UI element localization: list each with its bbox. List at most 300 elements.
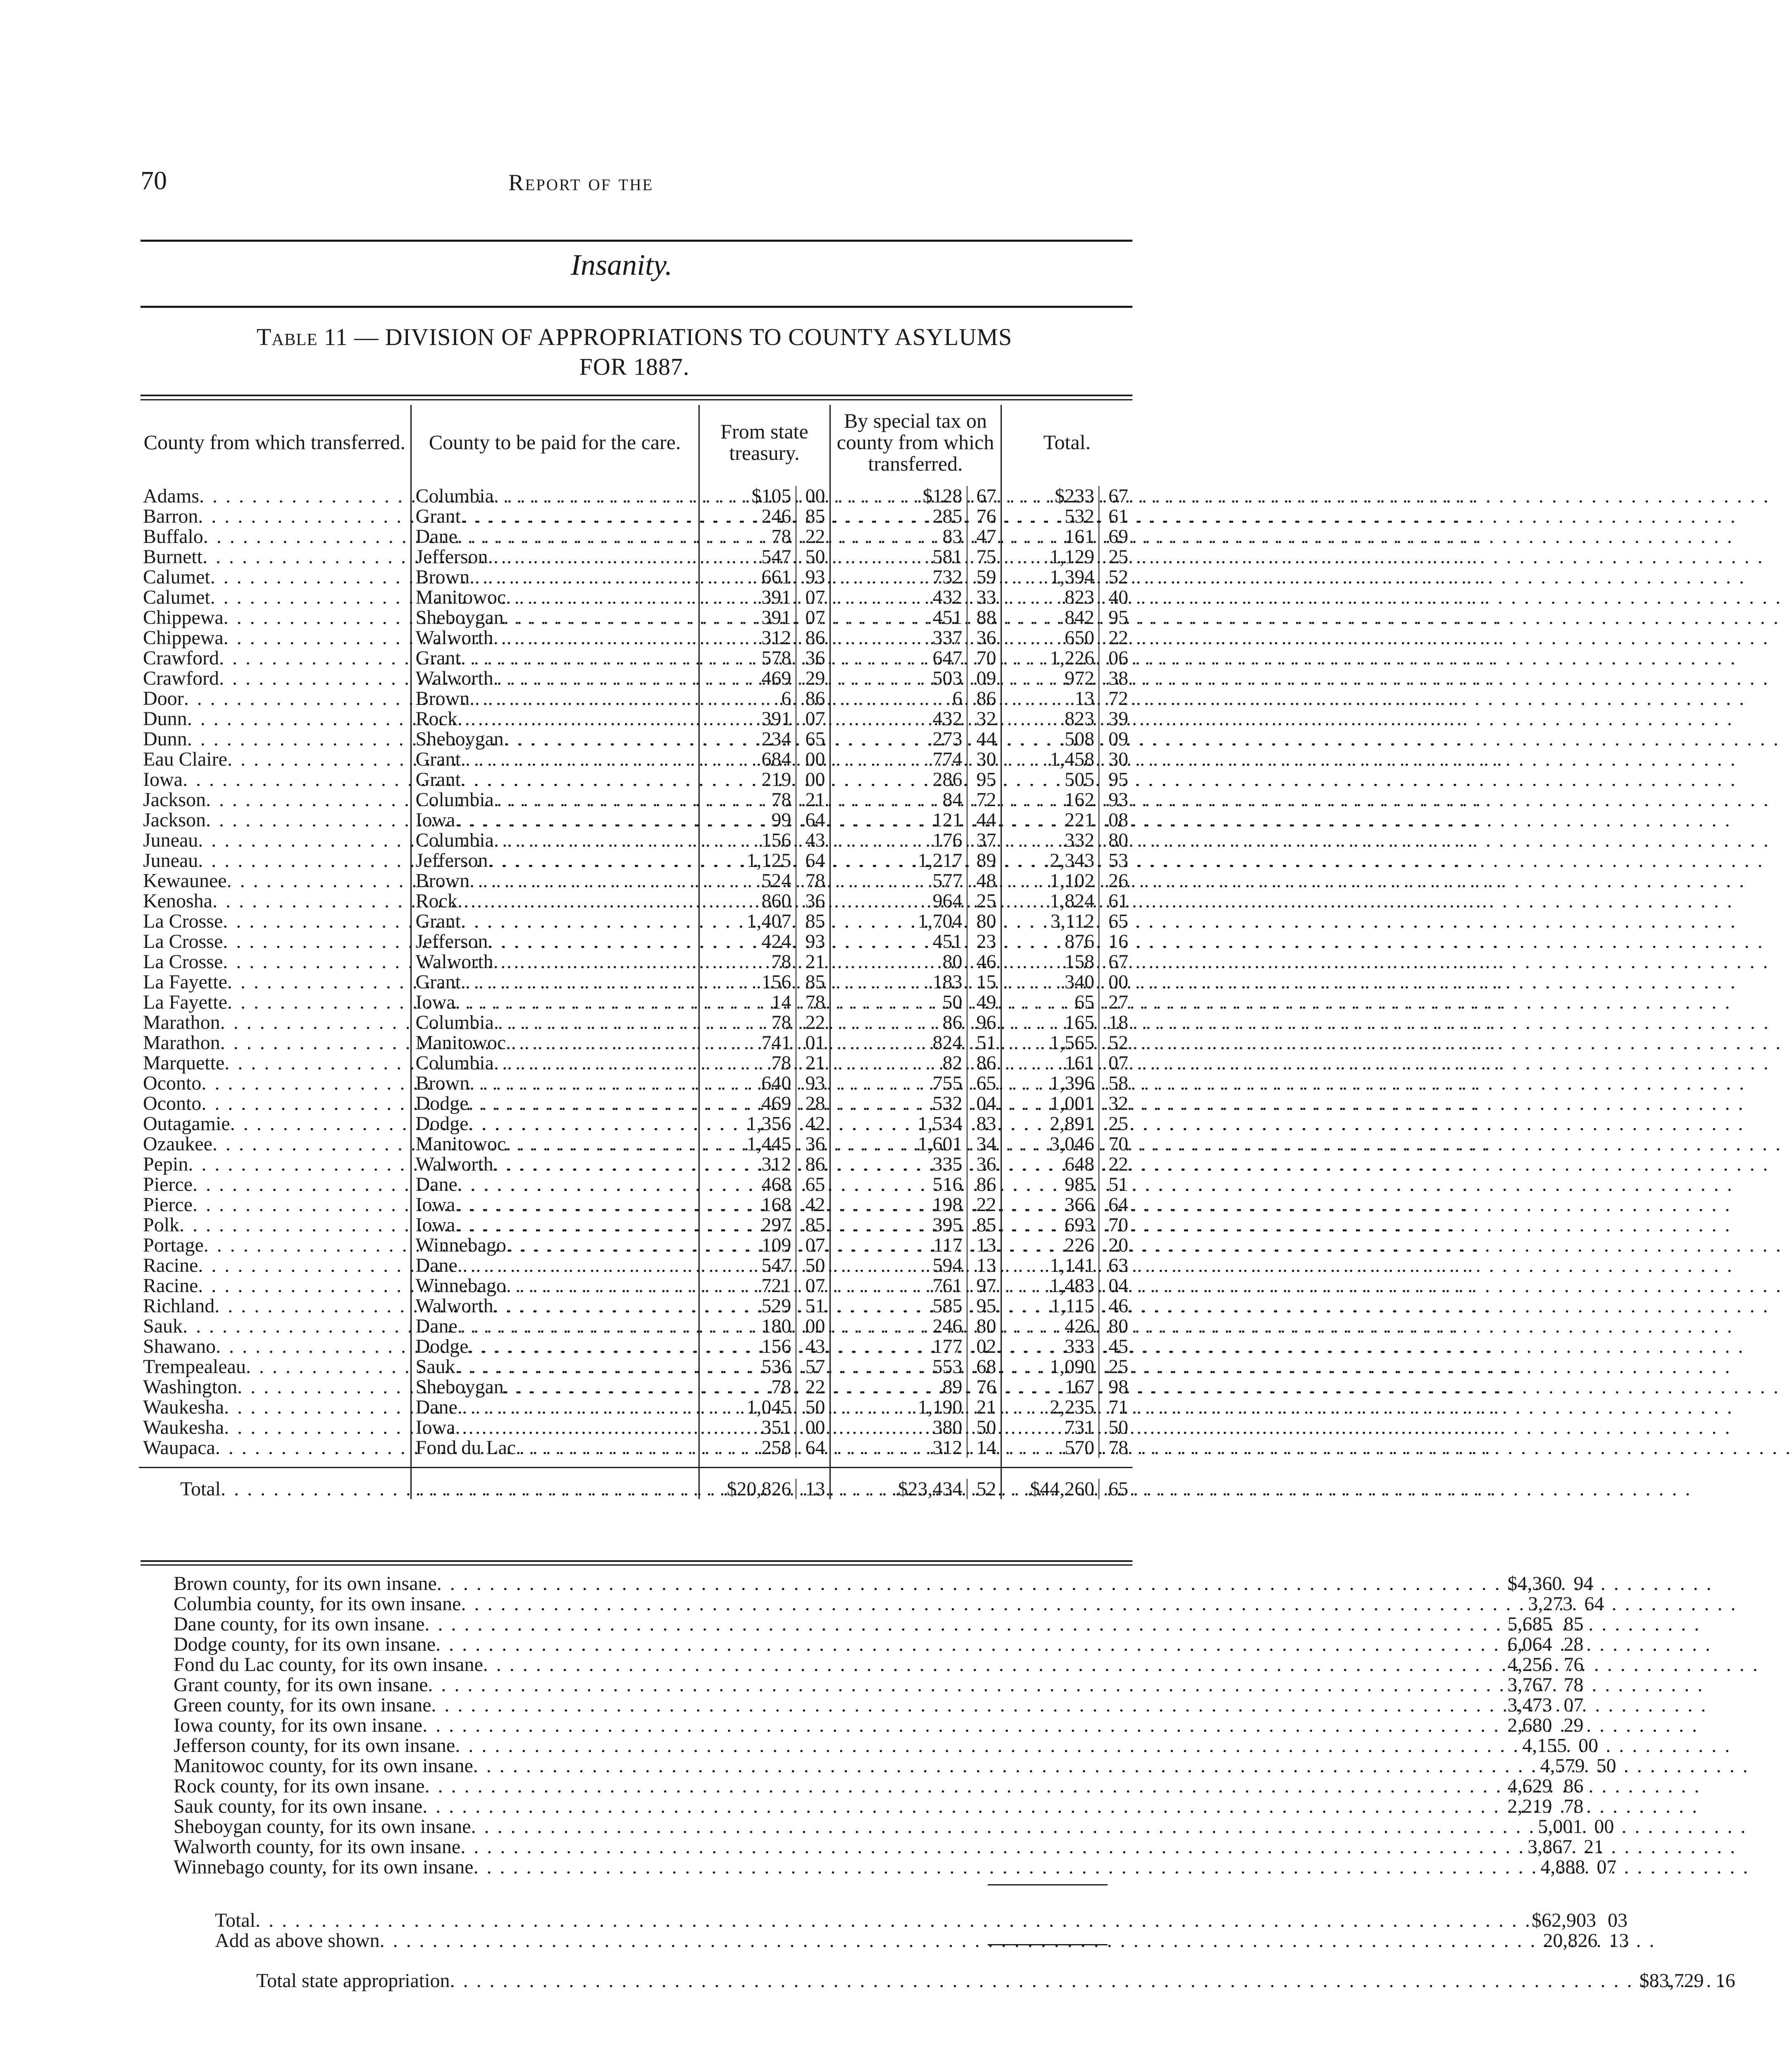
to-county-leader (416, 810, 694, 830)
table-row (139, 1235, 1132, 1255)
state-amount-dollars: 721 (761, 1275, 791, 1297)
special-amount-dollars: 1,534 (917, 1113, 963, 1135)
special-amount-dollars: 432 (932, 586, 963, 608)
table-row (139, 931, 1132, 952)
state-amount-cents: 29 (796, 668, 825, 688)
state-amount-cents: 42 (796, 1114, 825, 1134)
state-amount-dollars: 78 (771, 951, 791, 973)
state-amount-dollars: 351 (761, 1416, 791, 1438)
from-county-leader (143, 1033, 406, 1053)
to-county-cell (411, 1073, 699, 1093)
from-county-cell (139, 709, 411, 729)
to-county: Winnebago (415, 1275, 506, 1297)
special-amount-dollars: 176 (932, 829, 963, 851)
from-county-leader (143, 1134, 406, 1154)
summary-row (174, 1755, 1616, 1777)
from-county-leader (143, 1296, 406, 1316)
summary-amount (1508, 1654, 1584, 1675)
summary-row (174, 1856, 1617, 1878)
table-row (139, 668, 1132, 688)
from-county: Chippewa (143, 607, 224, 628)
to-county-leader (416, 1033, 694, 1053)
total-amount-dollars: 426 (1065, 1315, 1094, 1337)
to-county: Walworth (415, 627, 493, 649)
state-amount-dollars: 424 (761, 931, 791, 952)
state-amount-dollars: 1,407 (746, 910, 791, 932)
table-row (139, 628, 1132, 648)
to-county-leader (416, 830, 694, 850)
to-county-cell (411, 547, 699, 567)
summary-items (174, 1573, 1617, 1878)
summary-leader (174, 1756, 1540, 1776)
summary-cents: 07 (1563, 1694, 1584, 1716)
total-amount-dollars: 1,102 (1050, 870, 1094, 892)
total-amount-dollars: 162 (1065, 789, 1094, 811)
from-county-leader (143, 749, 406, 769)
table-row (139, 769, 1132, 790)
from-county: Polk (143, 1214, 180, 1236)
to-county-cell (411, 709, 699, 729)
table-row (139, 1255, 1132, 1276)
from-county-cell (139, 628, 411, 648)
from-county-cell (139, 547, 411, 567)
from-county-cell (139, 668, 411, 688)
from-county-cell (139, 1336, 411, 1357)
special-amount-cents: 13 (967, 1235, 996, 1255)
from-county-leader (143, 1114, 406, 1134)
table-row (139, 1438, 1132, 1458)
to-county: Grant (415, 505, 461, 527)
to-county-cell (411, 668, 699, 688)
section-rule (141, 306, 1132, 308)
to-county-leader (416, 709, 694, 729)
from-county-leader (143, 1235, 406, 1255)
total-amount-dollars: 2,343 (1050, 850, 1094, 871)
total-amount-dollars: 1,396 (1050, 1072, 1094, 1094)
state-amount-dollars: 741 (761, 1032, 791, 1054)
to-county: Grant (415, 910, 461, 932)
special-amount-cents: 65 (967, 1073, 996, 1093)
summary-dollars: 2,219 (1507, 1795, 1552, 1817)
summary-grand-label: Total state appropriation (256, 1970, 450, 1992)
table-row (139, 1114, 1132, 1134)
table-title (136, 322, 1132, 382)
from-county-leader (143, 567, 406, 587)
total-amount-cents: 04 (1099, 1276, 1128, 1296)
table-row (139, 486, 1132, 506)
from-county: Kenosha (143, 890, 212, 912)
special-amount-cents: 80 (967, 911, 996, 931)
total-amount-dollars: 161 (1065, 1052, 1094, 1074)
special-amount-dollars: 273 (932, 728, 963, 750)
total-separator (139, 1458, 1132, 1468)
table-row (139, 1336, 1132, 1357)
table-row (139, 709, 1132, 729)
special-amount-dollars: 1,190 (917, 1396, 963, 1418)
special-amount-dollars: 50 (942, 991, 963, 1013)
state-amount-cents: 00 (796, 749, 825, 769)
from-county-leader (143, 1073, 406, 1093)
special-amount-cents: 95 (967, 1296, 996, 1316)
total-amount-cents: 26 (1099, 871, 1128, 891)
total-amount-cents: 46 (1099, 1296, 1128, 1316)
from-county-cell (139, 871, 411, 891)
summary-leader (174, 1816, 1538, 1837)
from-county: Trempealeau (143, 1356, 246, 1378)
section-title: Insanity. (571, 248, 672, 281)
state-amount-cents: 65 (796, 729, 825, 749)
total-amount-cents: 00 (1099, 972, 1128, 992)
from-county: Oconto (143, 1093, 202, 1114)
from-county-cell (139, 790, 411, 810)
summary-cents: 29 (1563, 1714, 1584, 1736)
total-amount-dollars: $233 (1055, 485, 1094, 507)
to-county-cell (411, 810, 699, 830)
state-amount-dollars: 78 (771, 526, 791, 547)
table-row (139, 871, 1132, 891)
from-county-leader (143, 972, 406, 992)
state-amount-dollars: 156 (761, 829, 791, 851)
from-county: Waukesha (143, 1416, 224, 1438)
special-amount-cents: 80 (967, 1316, 996, 1336)
from-county-cell (139, 1215, 411, 1235)
to-county-leader (416, 1417, 694, 1438)
to-county: Grant (415, 971, 461, 993)
from-county-leader (143, 1316, 406, 1336)
total-amount-dollars: 1,115 (1050, 1295, 1094, 1317)
to-county: Sheboygan (415, 607, 504, 628)
total-amount-dollars: 161 (1065, 526, 1094, 547)
table-row (139, 1397, 1132, 1417)
to-county: Columbia (415, 1012, 494, 1033)
special-amount-cents: 36 (967, 1154, 996, 1174)
summary-row (174, 1735, 1599, 1757)
to-county: Iowa (415, 1214, 455, 1236)
state-amount-cents: 42 (796, 1195, 825, 1215)
state-amount-cents: 00 (796, 486, 825, 506)
to-county: Jefferson (415, 546, 488, 568)
summary-amount (1528, 1594, 1604, 1614)
to-county: Walworth (415, 667, 493, 689)
special-amount-cents: 85 (967, 1215, 996, 1235)
to-county-leader (416, 850, 694, 871)
from-county-leader (143, 810, 406, 830)
summary-dollars: 5,685 (1507, 1613, 1552, 1635)
from-county-leader (143, 992, 406, 1012)
state-amount-dollars: 234 (761, 728, 791, 750)
to-county: Walworth (415, 1295, 493, 1317)
to-county: Brown (415, 566, 470, 588)
total-amount-cents: 65 (1099, 911, 1128, 931)
table-row (139, 1377, 1132, 1397)
table-row (139, 972, 1132, 992)
to-county: Brown (415, 870, 470, 892)
special-amount-dollars: 1,601 (917, 1133, 963, 1155)
total-amount-cents: 63 (1099, 1255, 1128, 1276)
summary-amount (1540, 1857, 1616, 1877)
total-amount-dollars: 823 (1065, 708, 1094, 730)
summary-cents: 50 (1596, 1755, 1616, 1777)
state-amount-dollars: 14 (771, 991, 791, 1013)
special-amount-cents: 23 (967, 931, 996, 952)
table-row (139, 688, 1132, 709)
to-county-cell (411, 607, 699, 628)
to-county: Brown (415, 1072, 470, 1094)
summary-amount (1508, 1573, 1594, 1594)
total-blank-cell (411, 1468, 699, 1500)
from-county: Crawford (143, 667, 219, 689)
summary-add-cents: 13 (1609, 1930, 1629, 1952)
table-row (139, 830, 1132, 850)
from-county-leader (143, 769, 406, 790)
total-amount-dollars: 648 (1065, 1153, 1094, 1175)
table-row (139, 648, 1132, 668)
summary-sum-line-2 (988, 1944, 1108, 1945)
from-county-cell (139, 1012, 411, 1033)
table-row (139, 790, 1132, 810)
special-amount-cents: 48 (967, 871, 996, 891)
to-county-cell (411, 688, 699, 709)
from-county-cell (139, 526, 411, 547)
to-county-leader (416, 486, 694, 506)
state-amount-cents: 86 (796, 688, 825, 709)
from-county-cell (139, 850, 411, 871)
table-row (139, 810, 1132, 830)
summary-leader (174, 1837, 1527, 1857)
summary-row (174, 1633, 1584, 1655)
to-county-leader (416, 1397, 694, 1417)
from-county-cell (139, 952, 411, 972)
summary-row (174, 1593, 1604, 1615)
summary-cents: 64 (1584, 1593, 1604, 1615)
total-amount-cents: 71 (1099, 1397, 1128, 1417)
total-state-dollars: $20,826 (727, 1478, 791, 1500)
summary-cents: 94 (1573, 1573, 1594, 1595)
to-county: Manitowoc (415, 586, 506, 608)
special-amount-cents: 76 (967, 1377, 996, 1397)
state-amount-cents: 01 (796, 1033, 825, 1053)
from-county-leader (143, 1397, 406, 1417)
to-county: Columbia (415, 829, 494, 851)
total-amount-cents: 40 (1099, 587, 1128, 607)
total-amount-cents: 52 (1099, 1033, 1128, 1053)
total-amount-dollars: 1,458 (1050, 748, 1094, 770)
total-amount-cents: 78 (1099, 1438, 1128, 1458)
separator-cell (699, 1458, 830, 1468)
from-county-leader (143, 1377, 406, 1397)
total-amount-cents: 67 (1099, 486, 1128, 506)
special-amount-cents: 30 (967, 749, 996, 769)
to-county: Iowa (415, 809, 455, 831)
summary-label: Jefferson county, for its own insane (174, 1735, 455, 1757)
summary-row (174, 1573, 1594, 1595)
table-row (139, 1316, 1132, 1336)
total-amount-cents: 80 (1099, 830, 1128, 850)
to-county-cell (411, 1316, 699, 1336)
state-amount-dollars: 1,445 (746, 1133, 791, 1155)
state-amount-cents: 21 (796, 790, 825, 810)
summary-label: Brown county, for its own insane (174, 1573, 437, 1595)
to-county-leader (416, 648, 694, 668)
from-county: Waupaca (143, 1437, 215, 1459)
to-county: Dane (415, 1173, 458, 1195)
summary-dollars: 4,579 (1540, 1755, 1585, 1777)
to-county-leader (416, 506, 694, 526)
summary-leader (174, 1735, 1522, 1756)
table-bottom-rule-2 (141, 1564, 1132, 1566)
state-amount-cents: 85 (796, 911, 825, 931)
from-county-cell (139, 1154, 411, 1174)
to-county-cell (411, 1053, 699, 1073)
to-county-cell (411, 830, 699, 850)
from-county-leader (143, 1357, 406, 1377)
total-special-dollars: $23,434 (898, 1478, 963, 1500)
state-amount-dollars: 391 (761, 607, 791, 628)
summary-grand-cents: 16 (1715, 1970, 1735, 1992)
special-amount-cents: 37 (967, 830, 996, 850)
table-row (139, 607, 1132, 628)
summary-row (174, 1654, 1584, 1676)
table-row (139, 1093, 1132, 1114)
special-amount-cents: 04 (967, 1093, 996, 1114)
summary-amount (1508, 1675, 1584, 1695)
to-county-cell (411, 1215, 699, 1235)
from-county-cell (139, 1235, 411, 1255)
special-amount-cents: 76 (967, 506, 996, 526)
from-county: Adams (143, 485, 199, 507)
state-amount-cents: 07 (796, 607, 825, 628)
to-county-cell (411, 1114, 699, 1134)
from-county: Oconto (143, 1072, 202, 1094)
special-amount-cents: 02 (967, 1336, 996, 1357)
summary-block (174, 1573, 1735, 1992)
from-county-leader (143, 729, 406, 749)
to-county: Rock (415, 708, 458, 730)
to-county: Dane (415, 1254, 458, 1276)
from-county-cell (139, 931, 411, 952)
to-county-leader (416, 1114, 694, 1134)
separator-cell (139, 1458, 411, 1468)
state-amount-dollars: 661 (761, 566, 791, 588)
summary-leader (174, 1675, 1508, 1695)
from-county: Racine (143, 1254, 198, 1276)
total-amount-dollars: 1,001 (1050, 1093, 1094, 1114)
total-amount-dollars: 332 (1065, 829, 1094, 851)
to-county: Dodge (415, 1113, 469, 1135)
summary-leader (174, 1634, 1508, 1654)
to-county-cell (411, 1154, 699, 1174)
summary-cents: 76 (1563, 1654, 1584, 1676)
table-label: Table 11 (256, 324, 348, 350)
state-amount-dollars: 391 (761, 708, 791, 730)
special-amount-dollars: 824 (932, 1032, 963, 1054)
to-county-cell (411, 1276, 699, 1296)
table-total-row (139, 1468, 1132, 1500)
summary-row (174, 1795, 1584, 1817)
special-amount-cents: 21 (967, 1397, 996, 1417)
total-amount-dollars: 333 (1065, 1335, 1094, 1357)
state-amount-cents: 64 (796, 810, 825, 830)
from-county-cell (139, 972, 411, 992)
from-county-cell (139, 1276, 411, 1296)
to-county-cell (411, 871, 699, 891)
total-amount-dollars: 3,046 (1050, 1133, 1094, 1155)
special-amount-cents: 83 (967, 1114, 996, 1134)
total-amount-cents: 70 (1099, 1134, 1128, 1154)
from-county-cell (139, 1316, 411, 1336)
from-county: Dunn (143, 708, 187, 730)
summary-add-label: Add as above shown (215, 1930, 380, 1952)
summary-cents: 00 (1594, 1816, 1614, 1838)
state-amount-cents: 07 (796, 1235, 825, 1255)
state-amount-dollars: 99 (771, 809, 791, 831)
special-amount-dollars: 755 (932, 1072, 963, 1094)
from-county-leader (143, 1093, 406, 1114)
from-county-cell (139, 1053, 411, 1073)
to-county-cell (411, 972, 699, 992)
to-county-leader (416, 1154, 694, 1174)
special-amount-cents: 86 (967, 688, 996, 709)
to-county: Grant (415, 748, 461, 770)
to-county: Iowa (415, 1416, 455, 1438)
special-amount-dollars: 1,217 (917, 850, 963, 871)
to-county: Walworth (415, 1153, 493, 1175)
table-header-row (139, 405, 1132, 486)
state-amount-dollars: 547 (761, 1254, 791, 1276)
total-amount-dollars: 158 (1065, 951, 1094, 973)
to-county-leader (416, 1012, 694, 1033)
total-amount-cents: 16 (1099, 931, 1128, 952)
state-amount-cents: 28 (796, 1093, 825, 1114)
from-county: Pierce (143, 1194, 193, 1216)
special-amount-cents: 13 (967, 1255, 996, 1276)
state-amount-cents: 57 (796, 1357, 825, 1377)
from-county-leader (143, 1053, 406, 1073)
from-county-leader (143, 1154, 406, 1174)
summary-dollars: 2,680 (1507, 1714, 1552, 1736)
total-amount-dollars: 1,483 (1050, 1275, 1094, 1297)
state-amount-dollars: 78 (771, 1376, 791, 1398)
from-county-cell (139, 1174, 411, 1195)
to-county: Brown (415, 688, 470, 709)
to-county-cell (411, 850, 699, 871)
total-amount-cents: 06 (1099, 648, 1128, 668)
summary-label: Sheboygan county, for its own insane (174, 1816, 471, 1838)
special-amount-cents: 75 (967, 547, 996, 567)
from-county: La Fayette (143, 971, 227, 993)
special-amount-dollars: 337 (932, 627, 963, 649)
from-county: Calumet (143, 566, 210, 588)
to-county-leader (416, 891, 694, 911)
special-amount-cents: 15 (967, 972, 996, 992)
from-county-leader (143, 891, 406, 911)
to-county: Dane (415, 1396, 458, 1418)
summary-label: Dane county, for its own insane (174, 1613, 425, 1635)
from-county: Racine (143, 1275, 198, 1297)
total-amount-dollars: 1,824 (1050, 890, 1094, 912)
to-county: Rock (415, 890, 458, 912)
total-total-cents: 65 (1099, 1479, 1128, 1499)
total-label-cell (139, 1468, 411, 1500)
summary-label: Columbia county, for its own insane (174, 1593, 461, 1615)
to-county-leader (416, 1296, 694, 1316)
to-county: Grant (415, 769, 461, 790)
from-county: Calumet (143, 586, 210, 608)
total-amount-dollars: 505 (1065, 769, 1094, 790)
state-amount-cents: 22 (796, 526, 825, 547)
from-county-cell (139, 891, 411, 911)
from-county-leader (143, 607, 406, 628)
